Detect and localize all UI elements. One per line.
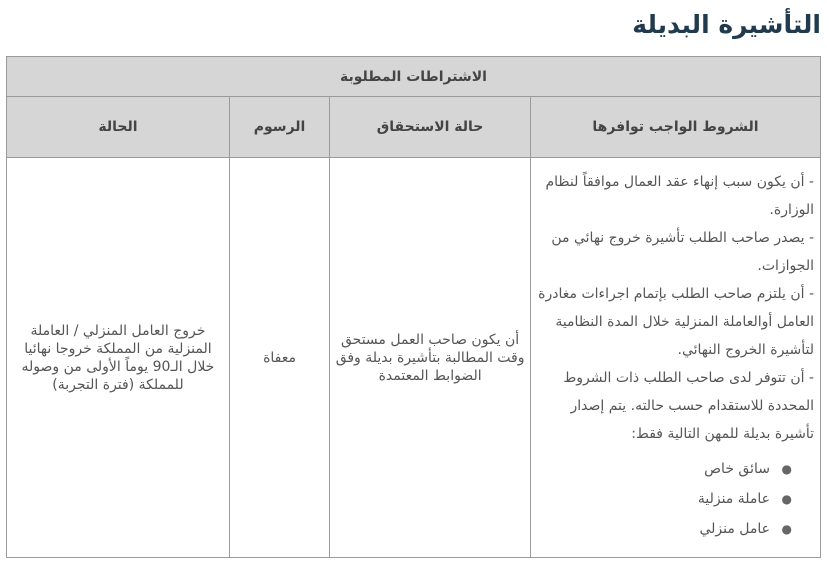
profession-list: [537, 454, 814, 544]
table-row: [7, 158, 821, 558]
cell-fees: معفاة: [229, 158, 329, 558]
condition-item: - يصدر صاحب الطلب تأشيرة خروج نهائي من الجوازات.: [551, 229, 814, 274]
profession-label: عاملة منزلية: [697, 490, 770, 507]
profession-item: [537, 514, 792, 544]
header-conditions: الشروط الواجب توافرها: [530, 97, 820, 158]
profession-label: عامل منزلي: [699, 520, 770, 537]
header-status: الحالة: [7, 97, 230, 158]
condition-item: - أن تتوفر لدى صاحب الطلب ذات الشروط المحددة للاستقدام حسب حالته. يتم إصدار تأشيرة بديلة للمهن التالية فقط:: [563, 369, 814, 442]
condition-item: - أن يكون سبب إنهاء عقد العمال موافقاً لنظام الوزارة.: [545, 173, 814, 218]
page-title: التأشيرة البديلة: [632, 10, 821, 39]
header-eligibility: حالة الاستحقاق: [330, 97, 531, 158]
profession-item: [537, 484, 792, 514]
condition-item: - أن يلتزم صاحب الطلب بإتمام اجراءات مغادرة العامل أوالعاملة المنزلية خلال المدة النظامية لتأشيرة الخروج النهائي.: [538, 285, 814, 358]
profession-item: [537, 454, 792, 484]
cell-eligibility: أن يكون صاحب العمل مستحق وقت المطالبة بتأشيرة بديلة وفق الضوابط المعتمدة: [330, 158, 531, 558]
bullet-icon: ●: [781, 491, 792, 506]
table-caption: الاشتراطات المطلوبة: [7, 57, 821, 97]
profession-label: سائق خاص: [704, 460, 770, 477]
bullet-icon: ●: [781, 461, 792, 476]
cell-conditions: [530, 158, 820, 558]
requirements-table: [6, 56, 821, 558]
header-fees: الرسوم: [229, 97, 329, 158]
cell-status: خروج العامل المنزلي / العاملة المنزلية من المملكة خروجا نهائيا خلال الـ90 يوماً الأولى من وصوله للمملكة (فترة التجربة): [7, 158, 230, 558]
bullet-icon: ●: [781, 521, 792, 536]
